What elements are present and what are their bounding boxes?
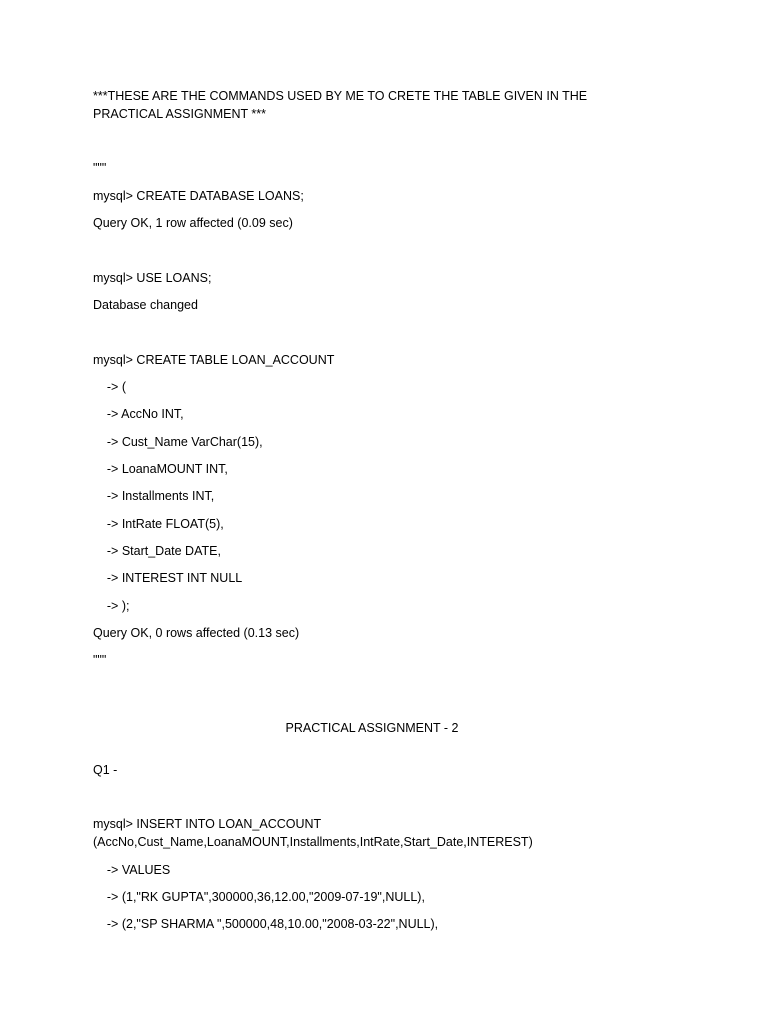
create-table-result: Query OK, 0 rows affected (0.13 sec): [93, 626, 300, 640]
create-database-command: mysql> CREATE DATABASE LOANS;: [93, 189, 304, 203]
quote-open: """: [93, 161, 107, 175]
table-line-start-date: -> Start_Date DATE,: [93, 544, 221, 558]
insert-line-values: -> VALUES: [93, 863, 171, 877]
use-database-result: Database changed: [93, 298, 198, 312]
create-database-result: Query OK, 1 row affected (0.09 sec): [93, 216, 293, 230]
header-note: ***THESE ARE THE COMMANDS USED BY ME TO CRETE THE TABLE GIVEN IN THE PRACTICAL ASSIGNMENT ***: [93, 89, 588, 121]
insert-line-row-1: -> (1,"RK GUPTA",300000,36,12.00,"2009-07-19",NULL),: [93, 890, 425, 904]
table-line-intrate: -> IntRate FLOAT(5),: [93, 517, 224, 531]
insert-command: mysql> INSERT INTO LOAN_ACCOUNT (AccNo,Cust_Name,LoanaMOUNT,Installments,IntRate,Start_Date,INTEREST): [93, 817, 533, 849]
question-label: Q1 -: [93, 763, 118, 777]
table-line-interest: -> INTEREST INT NULL: [93, 571, 243, 585]
table-line-loanamount: -> LoanaMOUNT INT,: [93, 462, 228, 476]
insert-line-row-2: -> (2,"SP SHARMA ",500000,48,10.00,"2008-03-22",NULL),: [93, 917, 439, 931]
table-line-installments: -> Installments INT,: [93, 489, 215, 503]
table-line-open-paren: -> (: [93, 380, 126, 394]
quote-close: """: [93, 653, 107, 667]
table-line-accno: -> AccNo INT,: [93, 407, 184, 421]
create-table-command: mysql> CREATE TABLE LOAN_ACCOUNT: [93, 353, 335, 367]
table-line-cust-name: -> Cust_Name VarChar(15),: [93, 435, 263, 449]
section-title: PRACTICAL ASSIGNMENT - 2: [285, 720, 459, 735]
use-database-command: mysql> USE LOANS;: [93, 271, 212, 285]
table-line-close-paren: -> );: [93, 599, 130, 613]
